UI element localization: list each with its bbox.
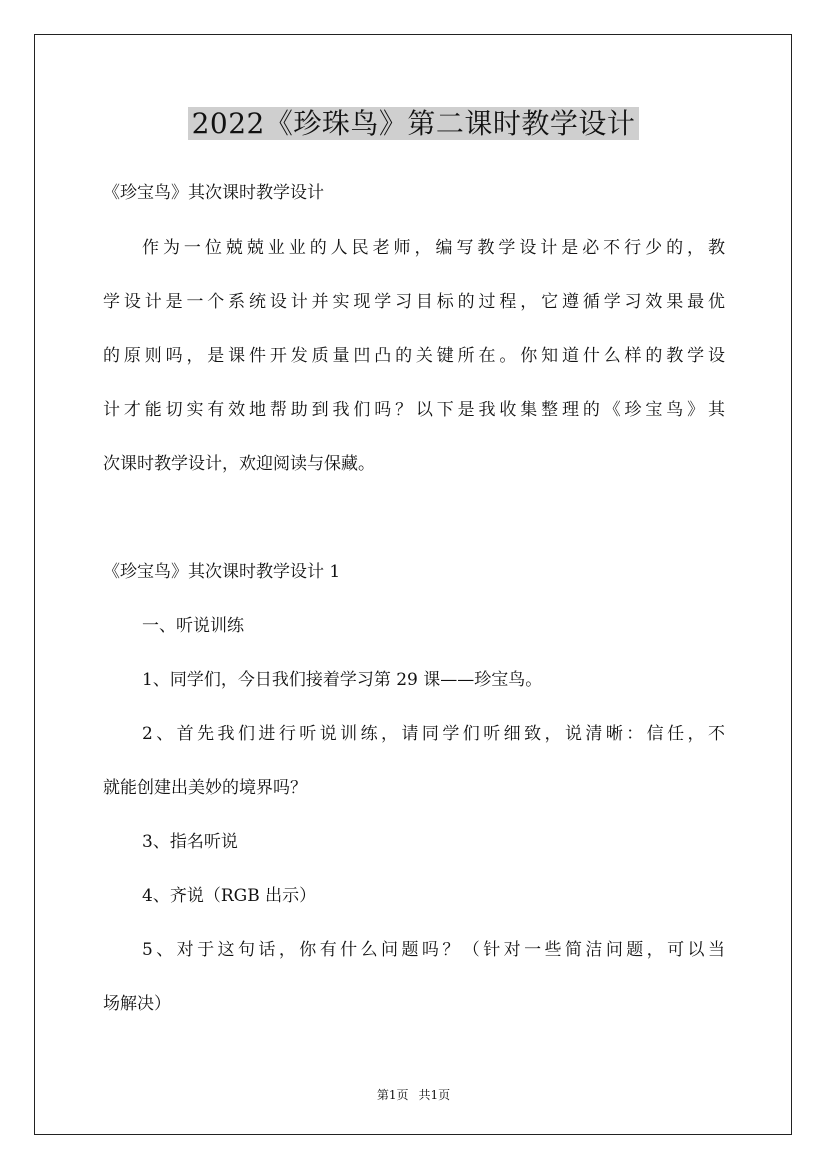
intro-line-4: 计才能切实有效地帮助到我们吗？以下是我收集整理的《珍宝鸟》其 xyxy=(103,400,725,420)
intro-line-3: 的原则吗，是课件开发质量凹凸的关键所在。你知道什么样的教学设 xyxy=(103,346,725,366)
item-line-2: 1、同学们，今日我们接着学习第 29 课——珍宝鸟。 xyxy=(142,670,543,690)
document-title-text: 2022《珍珠鸟》第二课时教学设计 xyxy=(188,107,640,140)
document-subtitle: 《珍宝鸟》其次课时教学设计 xyxy=(103,183,324,203)
intro-line-2: 学设计是一个系统设计并实现学习目标的过程，它遵循学习效果最优 xyxy=(103,292,725,312)
item-line-5: 3、指名听说 xyxy=(142,832,238,852)
item-line-1: 一、听说训练 xyxy=(142,616,244,636)
intro-line-5: 次课时教学设计，欢迎阅读与保藏。 xyxy=(103,454,375,474)
document-title xyxy=(0,98,827,150)
page-footer xyxy=(0,1087,827,1103)
item-line-7: 5、对于这句话，你有什么问题吗？（针对一些简洁问题，可以当 xyxy=(142,940,725,960)
page-total: 共1页 xyxy=(418,1088,451,1102)
page-number: 第1页 xyxy=(376,1088,409,1102)
item-line-6: 4、齐说（RGB 出示） xyxy=(142,886,317,906)
item-line-4: 就能创建出美妙的境界吗？ xyxy=(103,778,307,798)
item-line-3: 2、首先我们进行听说训练，请同学们听细致，说清晰：信任，不 xyxy=(142,724,725,744)
section-heading: 《珍宝鸟》其次课时教学设计 1 xyxy=(103,562,341,582)
intro-line-1: 作为一位兢兢业业的人民老师，编写教学设计是必不行少的，教 xyxy=(142,238,725,258)
item-line-8: 场解决） xyxy=(103,994,171,1014)
